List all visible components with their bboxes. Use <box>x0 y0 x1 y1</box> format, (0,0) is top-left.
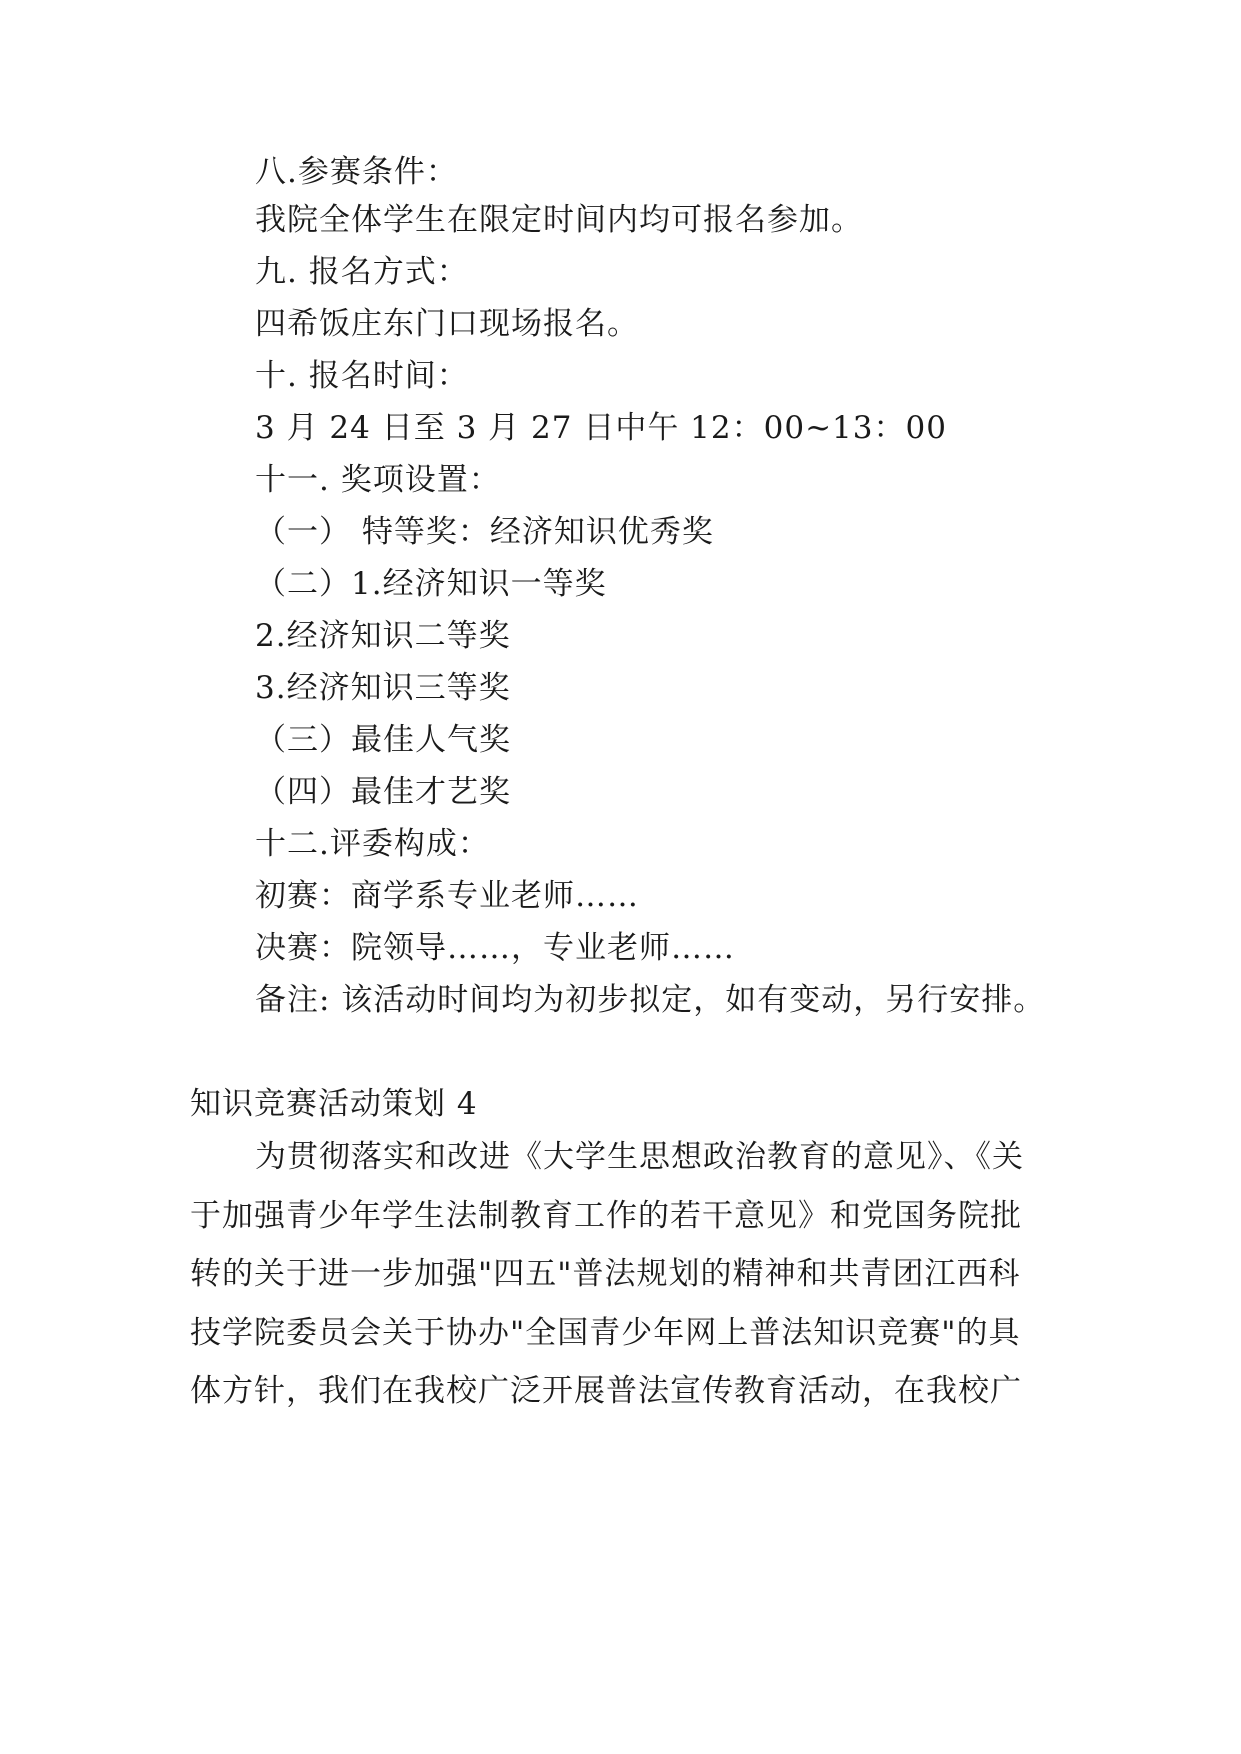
award-special-prize: （一） 特等奖：经济知识优秀奖 <box>255 514 714 550</box>
paragraph-line: 于加强青少年学生法制教育工作的若干意见》和党国务院批 <box>190 1197 1022 1234</box>
text-participation-conditions: 我院全体学生在限定时间内均可报名参加。 <box>255 202 863 238</box>
award-second-prize: 2.经济知识二等奖 <box>255 618 511 654</box>
heading-registration-time: 十. 报名时间： <box>255 358 469 394</box>
award-first-prize: （二）1.经济知识一等奖 <box>255 566 607 602</box>
heading-award-settings: 十一. 奖项设置： <box>255 462 501 498</box>
paragraph-line: 为贯彻落实和改进《大学生思想政治教育的意见》、《关 <box>255 1139 1024 1175</box>
text-registration-time: 3 月 24 日至 3 月 27 日中午 12：00~13：00 <box>255 410 947 446</box>
section-title: 知识竞赛活动策划 4 <box>190 1086 478 1122</box>
paragraph-line: 转的关于进一步加强"四五"普法规划的精神和共青团江西科 <box>190 1256 1021 1292</box>
award-talent-prize: （四）最佳才艺奖 <box>255 774 511 810</box>
award-third-prize: 3.经济知识三等奖 <box>255 670 511 706</box>
text-preliminary-judges: 初赛：商学系专业老师…… <box>255 878 639 914</box>
text-remarks: 备注: 该活动时间均为初步拟定，如有变动，另行安排。 <box>255 982 1046 1018</box>
paragraph-line: 技学院委员会关于协办"全国青少年网上普法知识竞赛"的具 <box>190 1314 1021 1351</box>
award-popularity-prize: （三）最佳人气奖 <box>255 722 511 758</box>
heading-participation-conditions: 八.参赛条件： <box>255 154 458 190</box>
section-paragraph <box>190 1128 1050 1421</box>
paragraph-line: 体方针，我们在我校广泛开展普法宣传教育活动，在我校广 <box>190 1373 1022 1409</box>
heading-judges: 十二.评委构成： <box>255 826 490 862</box>
heading-registration-method: 九. 报名方式： <box>255 254 469 290</box>
text-registration-method: 四希饭庄东门口现场报名。 <box>255 306 639 342</box>
text-final-judges: 决赛：院领导……，专业老师…… <box>255 930 735 966</box>
